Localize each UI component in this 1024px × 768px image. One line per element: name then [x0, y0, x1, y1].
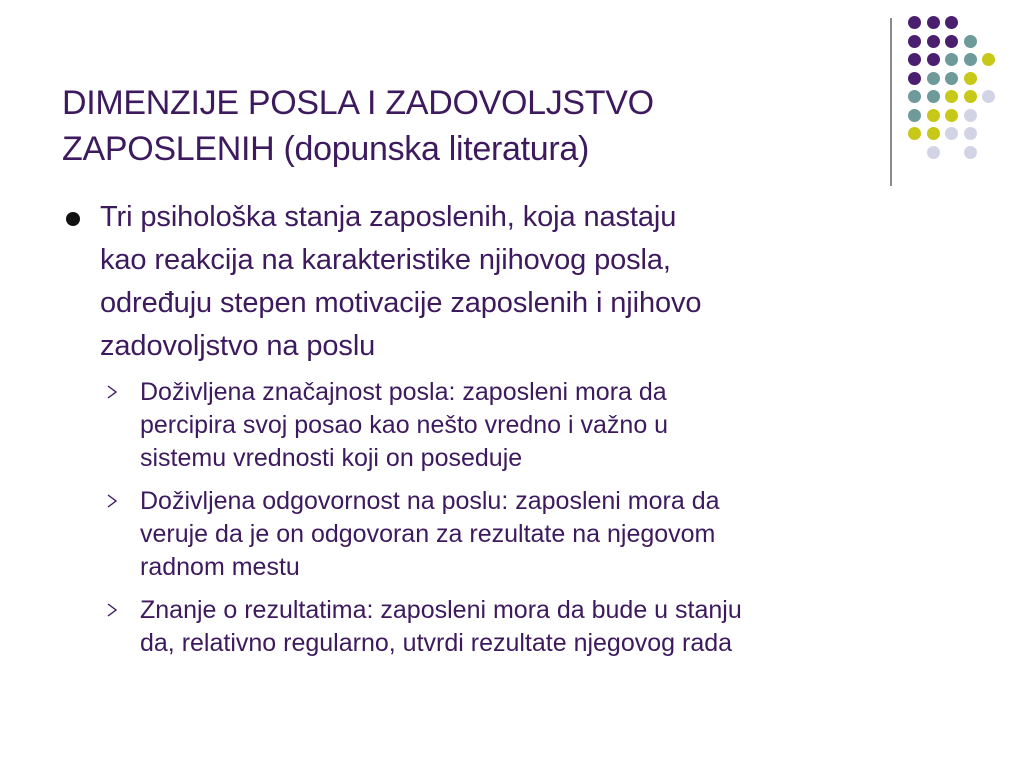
sub-bullet-line: sistemu vrednosti koji on poseduje	[140, 444, 523, 472]
decorative-dot-purple	[908, 53, 921, 66]
decorative-dot-yellow	[964, 72, 977, 85]
arrow-bullet-icon	[106, 603, 118, 617]
decorative-dot-teal	[927, 72, 940, 85]
slide-content	[62, 196, 962, 670]
decorative-dot-purple	[908, 72, 921, 85]
decorative-dot-teal	[964, 35, 977, 48]
decorative-dot-yellow	[982, 53, 995, 66]
title-line-1: DIMENZIJE POSLA I ZADOVOLJSTVO	[62, 84, 654, 122]
bullet-dot-icon	[66, 212, 80, 226]
decorative-dot-purple	[945, 35, 958, 48]
decorative-dot-purple	[927, 53, 940, 66]
sub-bullet-line: da, relativno regularno, utvrdi rezultate njegovog rada	[140, 629, 733, 657]
decorative-dot-yellow	[945, 109, 958, 122]
main-bullet-line: Tri psihološka stanja zaposlenih, koja nastaju	[100, 201, 677, 233]
sub-bullet-line: radnom mestu	[140, 553, 300, 581]
arrow-bullet-icon	[106, 494, 118, 508]
arrow-bullet-icon	[106, 385, 118, 399]
main-bullet-line: određuju stepen motivacije zaposlenih i njihovo	[100, 287, 702, 319]
sub-bullet-line: veruje da je on odgovoran za rezultate na njegovom	[140, 520, 716, 548]
decorative-dot-purple	[908, 16, 921, 29]
sub-bullet-line: Znanje o rezultatima: zaposleni mora da bude u stanju	[140, 596, 742, 624]
title-line-2: ZAPOSLENIH (dopunska literatura)	[62, 130, 590, 168]
decorative-dot-yellow	[964, 90, 977, 103]
decorative-dot-yellow	[945, 90, 958, 103]
decorative-dot-purple	[927, 35, 940, 48]
sub-bullet-line: Doživljena odgovornost na poslu: zaposleni mora da	[140, 487, 720, 515]
decorative-dot-purple	[927, 16, 940, 29]
main-bullet-line: zadovoljstvo na poslu	[100, 330, 376, 362]
decorative-dot-yellow	[908, 127, 921, 140]
decorative-dot-lavender	[964, 146, 977, 159]
sub-bullet-line: percipira svoj posao kao nešto vredno i važno u	[140, 411, 669, 439]
decorative-dot-lavender	[964, 109, 977, 122]
decorative-dot-yellow	[927, 109, 940, 122]
decorative-dot-teal	[945, 72, 958, 85]
decorative-dot-teal	[908, 90, 921, 103]
decorative-dot-teal	[927, 90, 940, 103]
sub-bullet-responsibility	[100, 485, 980, 584]
decorative-dot-teal	[908, 109, 921, 122]
decorative-dot-grid	[908, 16, 1018, 166]
decorative-dot-lavender	[945, 127, 958, 140]
decorative-dot-teal	[964, 53, 977, 66]
decorative-dot-lavender	[964, 127, 977, 140]
sub-bullet-knowledge-of-results	[100, 594, 980, 660]
slide-title	[62, 80, 862, 172]
main-bullet	[62, 196, 962, 368]
decorative-dot-yellow	[927, 127, 940, 140]
main-bullet-line: kao reakcija na karakteristike njihovog posla,	[100, 244, 671, 276]
decorative-dot-lavender	[927, 146, 940, 159]
decorative-dot-lavender	[982, 90, 995, 103]
decorative-dot-purple	[908, 35, 921, 48]
sub-bullet-meaningfulness	[100, 376, 980, 475]
sub-bullet-line: Doživljena značajnost posla: zaposleni mora da	[140, 378, 667, 406]
sub-bullet-list	[62, 376, 962, 660]
vertical-divider	[890, 18, 892, 186]
decorative-dot-purple	[945, 16, 958, 29]
decorative-dot-teal	[945, 53, 958, 66]
